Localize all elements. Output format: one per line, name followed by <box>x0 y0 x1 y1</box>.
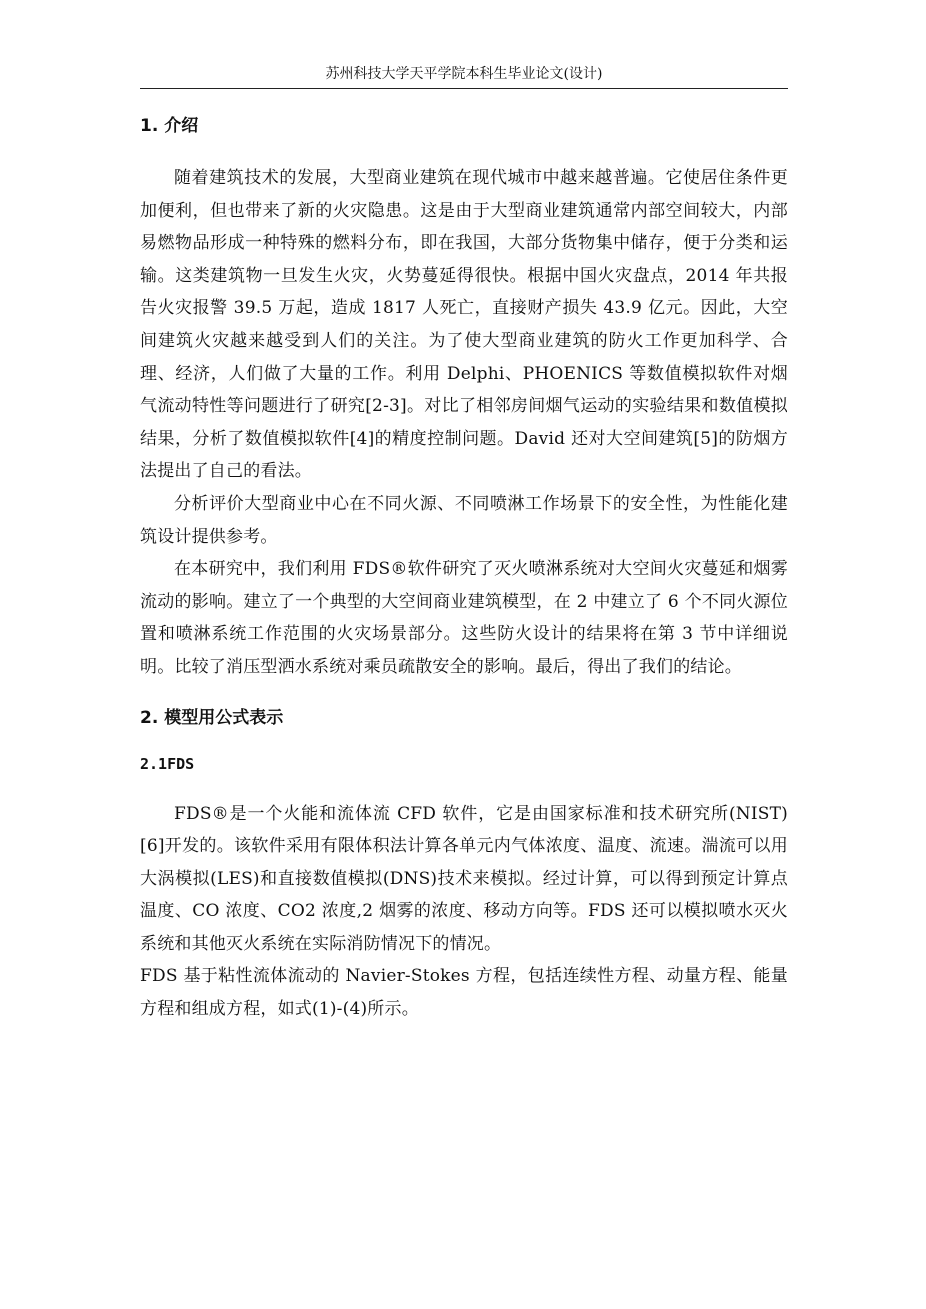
document-body <box>140 106 788 1026</box>
intro-paragraph-2: 分析评价大型商业中心在不同火源、不同喷淋工作场景下的安全性，为性能化建筑设计提供参考。 <box>140 493 788 547</box>
section-heading-introduction: 1. 介绍 <box>140 116 199 136</box>
intro-paragraph-3: 在本研究中，我们利用 FDS®软件研究了灭火喷淋系统对大空间火灾蔓延和烟雾流动的影响。建立了一个典型的大空间商业建筑模型，在 2 中建立了 6 个不同火源位置和喷淋系统工作范围的火灾场景部分。这些防火设计的结果将在第 3 节中详细说明。比较了消压型洒水系统对乘员疏散安全的影响。最后，得出了我们的结论。 <box>140 559 788 677</box>
intro-paragraph-1: 随着建筑技术的发展，大型商业建筑在现代城市中越来越普遍。它使居住条件更加便利，但也带来了新的火灾隐患。这是由于大型商业建筑通常内部空间较大，内部易燃物品形成一种特殊的燃料分布，即在我国，大部分货物集中储存，便于分类和运输。这类建筑物一旦发生火灾，火势蔓延得很快。根据中国火灾盘点，2014 年共报告火灾报警 39.5 万起，造成 1817 人死亡，直接财产损失 43.9 亿元。因此，大空间建筑火灾越来越受到人们的关注。为了使大型商业建筑的防火工作更加科学、合理、经济，人们做了大量的工作。利用 Delphi、PHOENICS 等数值模拟软件对烟气流动特性等问题进行了研究[2-3]。对比了相邻房间烟气运动的实验结果和数值模拟结果，分析了数值模拟软件[4]的精度控制问题。David 还对大空间建筑[5]的防烟方法提出了自己的看法。 <box>140 168 788 482</box>
page-header <box>140 62 788 89</box>
fds-paragraph-2: FDS 基于粘性流体流动的 Navier-Stokes 方程，包括连续性方程、动量方程、能量方程和组成方程，如式(1)-(4)所示。 <box>140 966 788 1020</box>
fds-paragraph-1: FDS®是一个火能和流体流 CFD 软件，它是由国家标准和技术研究所(NIST)[6]开发的。该软件采用有限体积法计算各单元内气体浓度、温度、流速。湍流可以用大涡模拟(LES)和直接数值模拟(DNS)技术来模拟。经过计算，可以得到预定计算点温度、CO 浓度、CO2 浓度,2 烟雾的浓度、移动方向等。FDS 还可以模拟喷水灭火系统和其他灭火系统在实际消防情况下的情况。 <box>140 803 788 954</box>
header-title: 苏州科技大学天平学院本科生毕业论文(设计) <box>325 66 603 82</box>
subsection-heading-fds: 2.1FDS <box>140 754 195 773</box>
section-heading-model: 2. 模型用公式表示 <box>140 707 284 728</box>
